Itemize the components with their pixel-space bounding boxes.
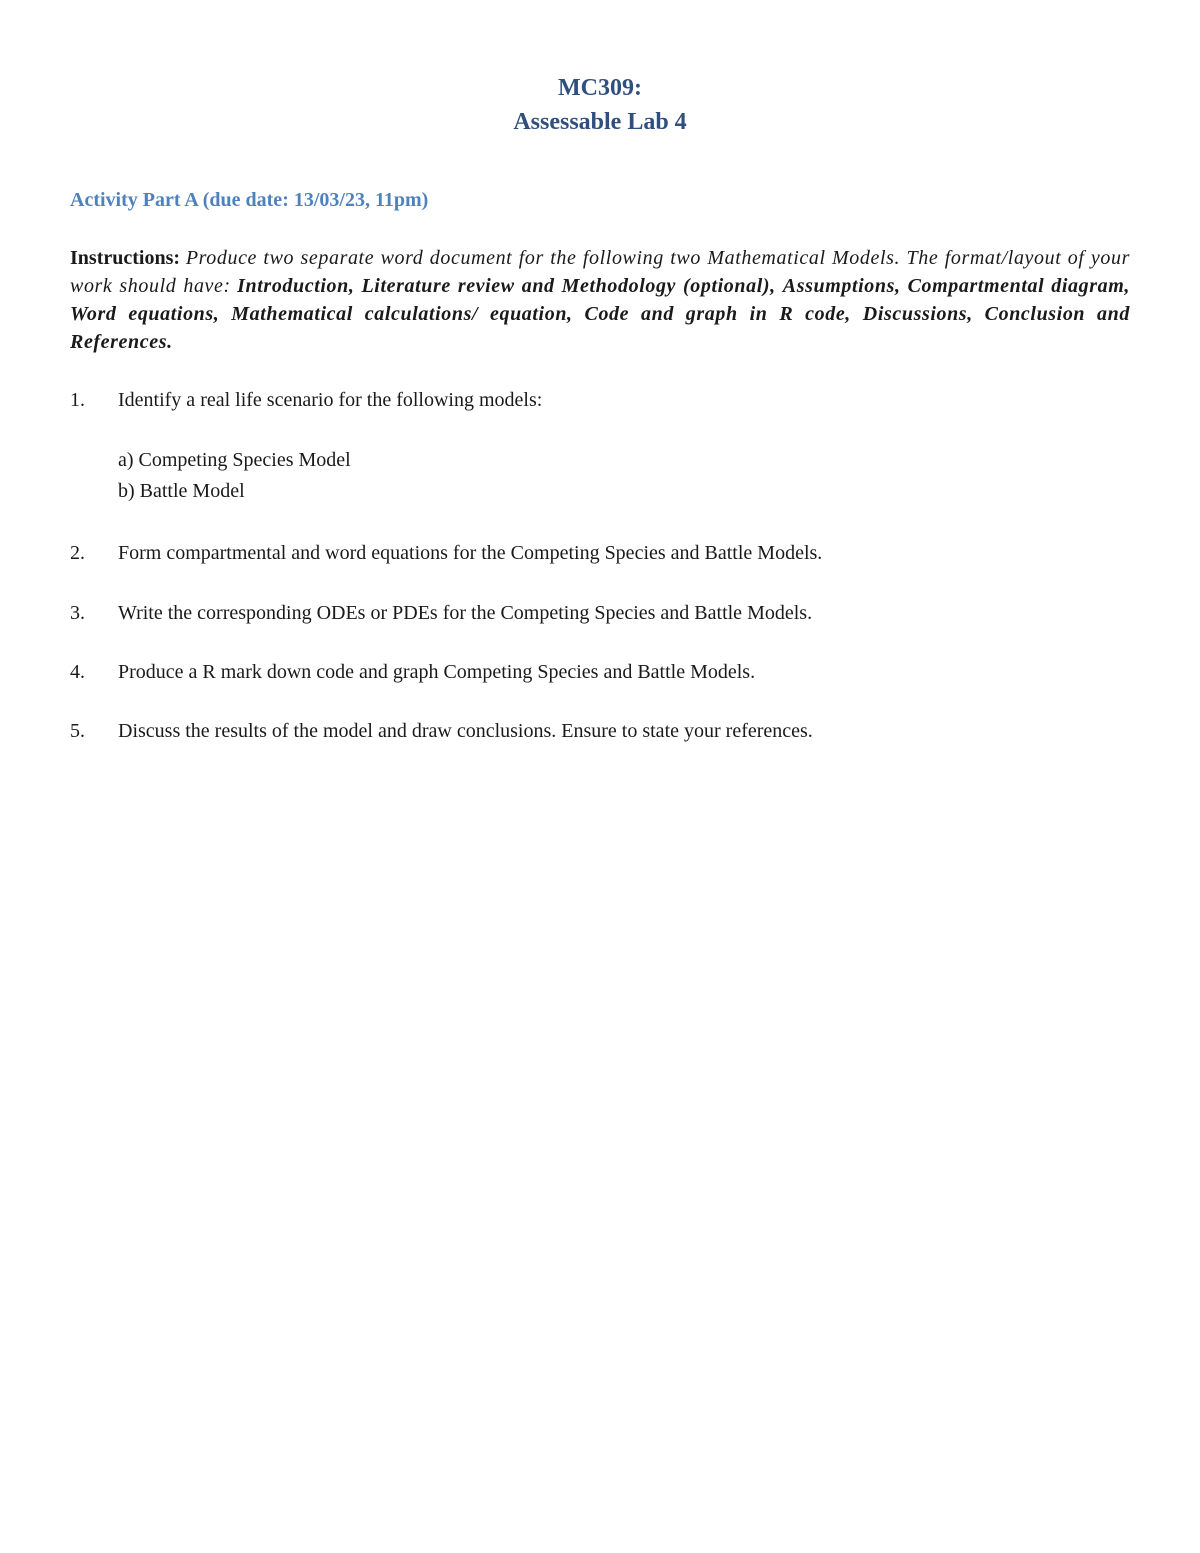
section-math-calculations: Mathematical calculations/ equation, — [231, 303, 573, 325]
task-number: 1. — [70, 389, 85, 411]
activity-heading: Activity Part A (due date: 13/03/23, 11pm) — [70, 189, 429, 211]
instructions-intro: Produce two separate word document for the following two Mathematical Models. The format/layout of your work should have: — [70, 247, 1130, 297]
section-word-equations: Word equations, — [70, 303, 220, 325]
section-literature-review: Literature review and Methodology (optional), — [361, 275, 776, 297]
lab-title: Assessable Lab 4 — [513, 109, 687, 135]
task-number: 5. — [70, 720, 85, 742]
instructions-paragraph — [70, 244, 1130, 356]
sub-item-competing-species: a) Competing Species Model — [118, 449, 351, 471]
section-introduction: Introduction, — [237, 275, 355, 297]
instructions-label: Instructions: — [70, 247, 181, 269]
section-assumptions: Assumptions, — [782, 275, 901, 297]
task-text: Form compartmental and word equations for the Competing Species and Battle Models. — [118, 542, 823, 564]
task-number: 4. — [70, 661, 85, 683]
section-conclusion-references: Conclusion and References. — [70, 303, 1130, 353]
course-code-title: MC309: — [558, 75, 642, 101]
task-number: 2. — [70, 542, 85, 564]
task-text: Produce a R mark down code and graph Competing Species and Battle Models. — [118, 661, 756, 683]
section-compartmental-diagram: Compartmental diagram, — [907, 275, 1130, 297]
task-text: Discuss the results of the model and draw conclusions. Ensure to state your references. — [118, 720, 813, 742]
task-number: 3. — [70, 602, 85, 624]
section-code-graph: Code and graph in R code, — [584, 303, 851, 325]
sub-item-battle-model: b) Battle Model — [118, 480, 245, 502]
task-text: Identify a real life scenario for the following models: — [118, 389, 543, 411]
section-discussions: Discussions, — [862, 303, 973, 325]
task-text: Write the corresponding ODEs or PDEs for the Competing Species and Battle Models. — [118, 602, 813, 624]
